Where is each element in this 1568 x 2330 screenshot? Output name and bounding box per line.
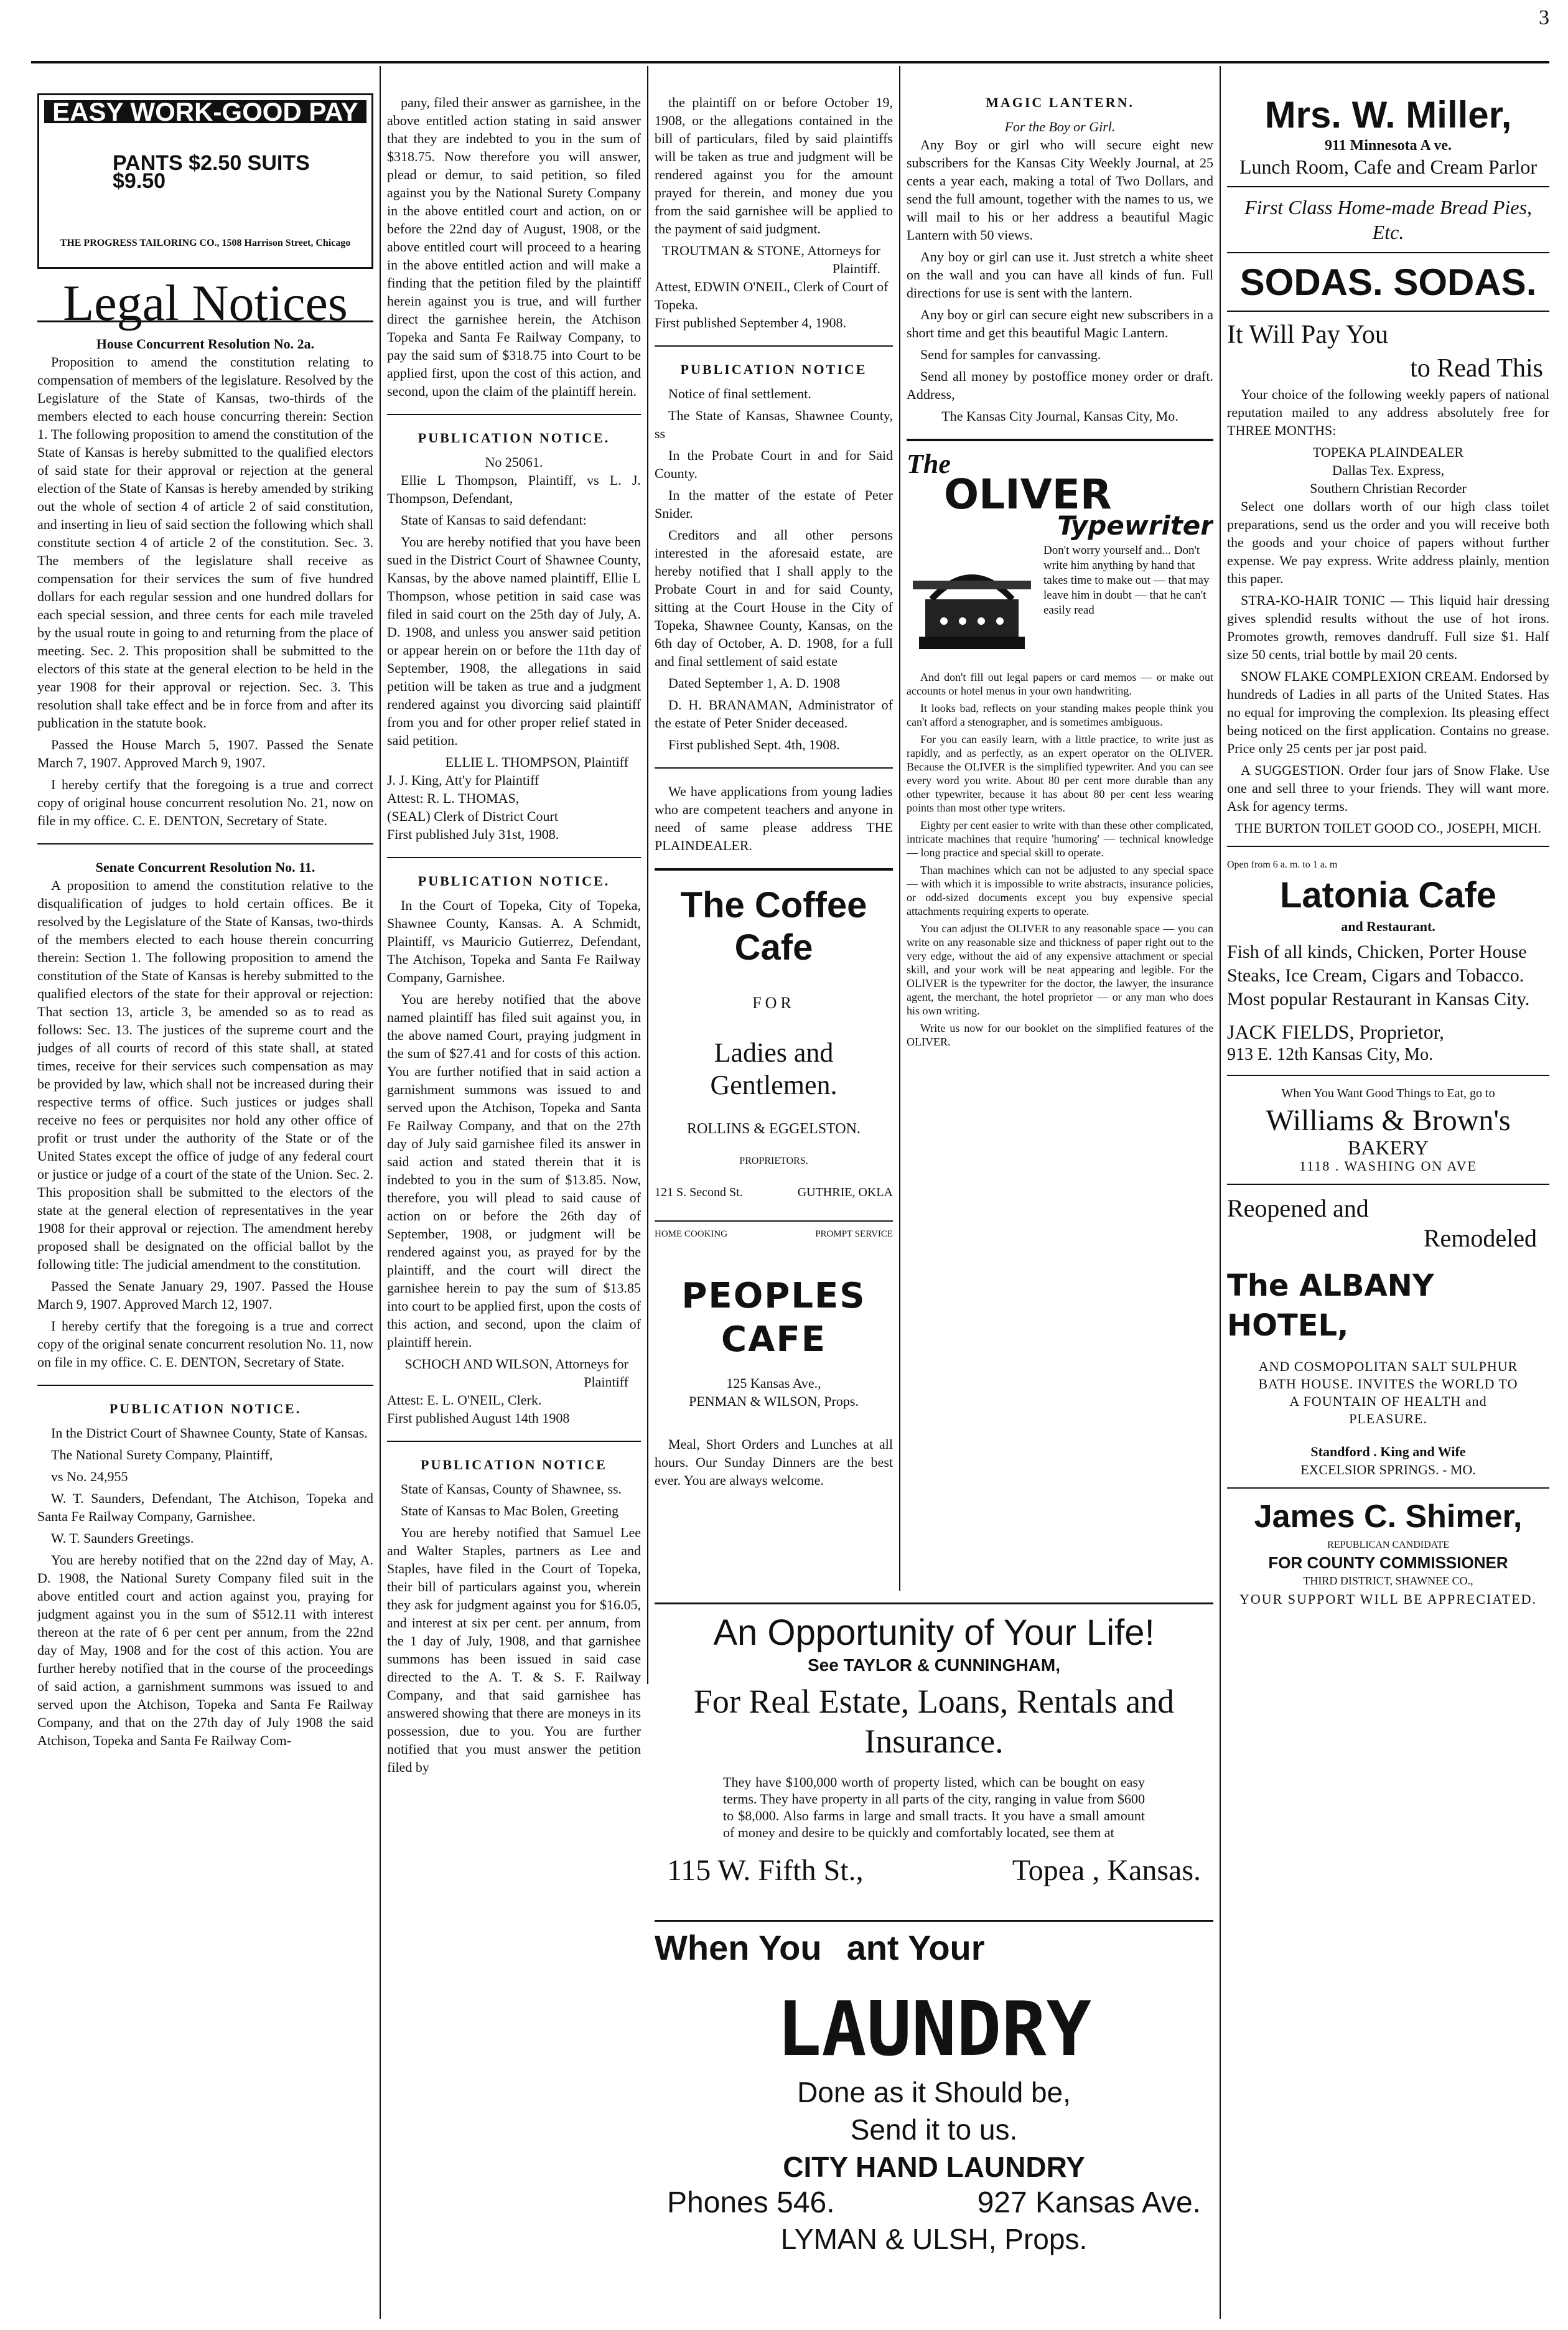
oliver-side-text: Don't worry yourself and... Don't write him anything by hand that takes time to make out — that may leave him in doubt — that he can't easily read [1043,544,1210,617]
pay-tonic: STRA-KO-HAIR TONIC — This liquid hair dressing gives splendid results without the use of hot irons. Promotes growth, removes dandruff. Full size $1. Half size 50 cents, trial bottle by mail 20 cents. [1227,592,1549,662]
coffee-cafe-title: The Coffee Cafe [680,885,867,968]
pn2-published: First published August 14th 1908 [387,1410,570,1426]
pay-paper-3: Southern Christian Recorder [1310,480,1467,496]
pn2-court: In the Court of Topeka, City of Topeka, Shawnee County, Kansas. A. A Schmidt, Plaintiff, vs Mauricio Gutierrez, Defendant, The Atchison, Topeka and Santa Fe Railway Company, Garnishee. [387,897,641,985]
pn-administrator: D. H. BRANAMAN, Administrator of the estate of Peter Snider deceased. [655,697,893,731]
laundry-contact-row [655,2186,1213,2220]
column-4 [907,93,1213,1587]
col-rule-4 [1220,66,1221,2319]
oliver-p3: For you can easily learn, with a little practice, to write just as rapidly, and as perfectly, as an expert operator on the OLIVER. Because the OLIVER is the simplified typewriter. And you can see every word you write. About 80 per cent more durable than any other typewriter, because it has about 80 per cent less wearing points than most other type writers. [907,733,1213,814]
pn-court: In the District Court of Shawnee County, State of Kansas. [51,1425,368,1441]
divider [1227,1487,1549,1489]
williams-sub: BAKERY [1348,1136,1429,1159]
pay-paper-1: TOPEKA PLAINDEALER [1312,444,1464,460]
coffee-who: Ladies and Gentlemen. [710,1037,838,1100]
opportunity-see: See TAYLOR & CUNNINGHAM, [807,1655,1061,1675]
laundry-done: Done as it Should be, [797,2076,1071,2108]
miller-desc: Lunch Room, Cafe and Cream Parlor [1239,156,1538,178]
peoples-top-row [655,1225,893,1243]
opportunity-city: Topea , Kansas. [1012,1854,1201,1887]
oliver-typewriter: Typewriter [1057,510,1213,541]
peoples-body: Meal, Short Orders and Lunches at all hours. Our Sunday Dinners are the best ever. You are always welcome. [655,1436,893,1488]
lantern-body-4: Send for samples for canvassing. [920,347,1101,362]
pn1-body: You are hereby notified that you have been sued in the District Court of Shawnee County, Kansas, by the above named plaintiff, Ellie L Thompson, whose petition in said case was filed in said court on the 25th day of July, A. D. 1908, and unless you answer said petition or appear herein on or before the 11th day of September, 1908, the allegations in said petition will be taken as true and a judgment rendered against you divorcing said plaintiff from you and for other proper relief stated in said petition. [387,534,641,748]
peoples-cafe-title: PEOPLES CAFE [681,1276,866,1360]
pay-body: Your choice of the following weekly papers of national reputation mailed to any address absolutely free for THREE MONTHS: [1227,386,1549,438]
oliver-p7: Write us now for our booklet on the simplified features of the OLIVER. [907,1022,1213,1048]
divider [907,439,1213,441]
hcr-title: House Concurrent Resolution No. 2a. [96,336,315,352]
opportunity-body: They have $100,000 worth of property listed, which can be bought on easy terms. They have property in all parts of the city, ranging in value from $600 to $8,000. Also farms in large and small tracts. It you have a small amount of money and desire to be quickly and comfortably located, see them at [723,1774,1145,1840]
coffee-prop-label: PROPRIETORS. [739,1156,808,1166]
lantern-body: Any Boy or girl who will secure eight new subscribers for the Kansas City Weekly Journal, at 25 cents a year each, making a total of Two Dollars, and send the full amount, together with the names to us, we will mail to his or her address a beautiful Magic Lantern with 50 views. [907,137,1213,243]
pn-body: Creditors and all other persons interested in the aforesaid estate, are hereby notified that I shall apply to the Probate Court in and for said County, sitting at the Court House in the City of Topeka, Shawnee County, Kansas, on the 6th day of October, A. D. 1908, for a full and final settlement of said estate [655,527,893,669]
easy-work-ad [37,93,373,269]
lantern-address: The Kansas City Journal, Kansas City, Mo. [941,408,1178,424]
pay-paper-2: Dallas Tex. Express, [1332,462,1445,478]
pn-published: First published Sept. 4th, 1908. [668,737,840,752]
laundry-want: ant Your [846,1928,985,1967]
pn-greeting: W. T. Saunders Greetings. [51,1530,194,1546]
hcr-body: Proposition to amend the constitution relating to compensation of members of the legislature. Resolved by the Legislature of the State of Kansas, two-thirds of the members elected to each house concurring therein: Section 1. The following proposition to amend the constitution of the State of Kansas is hereby submitted to the qualified electors of said state for their approval or rejection at the general election of the State of Kansas is hereby amended by striking out the whole of section 4 of article 2 of said constitution, and inserting in lieu of said section the following which shall constitute section 4 of article 2 of the constitution. Sec. 3. The members of the legislature shall receive as compensation for their services the sum of five hundred dollars for each regular session and one hundred dollars for each special session, and three cents for each mile traveled by the usual route in going to and returning from the place of meeting. Sec. 2. This proposition shall be submitted to the electors of this state at the general election to be held in the year 1908 for their approval or rejection. Sec. 3. This resolution shall take effect and be in force from and after its publication in the statute book. [37,354,373,731]
pn1-attest: Attest: R. L. THOMAS, [387,790,520,806]
pay-suggestion: A SUGGESTION. Order four jars of Snow Flake. Use one and sell three to your friends. They will want more. Ask for agency terms. [1227,762,1549,814]
divider [37,1385,373,1386]
pn-court: In the Probate Court in and for Said County. [655,447,893,481]
coffee-for: FOR [752,994,795,1012]
albany-top-1: Reopened and [1227,1194,1369,1222]
albany-title: The ALBANY HOTEL, [1227,1268,1434,1343]
col-rule-3 [899,66,900,1591]
pn-dated: Dated September 1, A. D. 1908 [668,675,841,691]
hcr-dates: Passed the House March 5, 1907. Passed the Senate March 7, 1907. Approved March 9, 1907. [37,737,373,770]
pn3-state: State of Kansas, County of Shawnee, ss. [401,1481,622,1497]
latonia-address: 913 E. 12th Kansas City, Mo. [1227,1045,1434,1064]
coffee-props: ROLLINS & EGGELSTON. [687,1121,861,1137]
pn-body: You are hereby notified that on the 22nd day of May, A. D. 1908, the National Surety Company filed suit in the above entitled court and action against you, praying for judgment against you in the sum of $512.11 with interest thereon at the rate of 6 per cent per annum, from the 22nd day of May, 1908 and for the cost of this action. You are further hereby notified that in the course of the proceedings of said action, a garnishment summons was issued to and served upon the Atchison, Topeka and Santa Fe Railway Company, and that on the 27th day of July 1908 the said Atchison, Topeka and Santa Fe Railway Com- [37,1552,373,1748]
peoples-address: 125 Kansas Ave., [726,1375,821,1391]
oliver-p4: Eighty per cent easier to write with than these other complicated, intricate machines that require 'humoring' — technical knowledge — long practice and special skill to operate. [907,819,1213,859]
latonia-prop: JACK FIELDS, Proprietor, [1227,1021,1444,1043]
oliver-p6: You can adjust the OLIVER to any reasonable space — you can write on any reasonable size and thickness of paper right out to the very edge, without the aid of any expensive attachment or special skill, and your work will be neat appearing and legible. For the OLIVER is the typewriter for the doctor, the lawyer, the insurance agent, the merchant, the hotel proprietor — or any man who does his own writing. [907,922,1213,1017]
latonia-title: Latonia Cafe [1279,875,1497,915]
oliver-p5: Than machines which can not be adjusted to any special space — with which it is impossible to write abstracts, insurance policies, or odd-sized documents except you buy expensive special attachments requiring experts to operate. [907,864,1213,917]
page-mark: 3 [1539,6,1549,29]
pay-snow-flake: SNOW FLAKE COMPLEXION CREAM. Endorsed by hundreds of Ladies in all parts of the United States. Has no equal for improving the complexion. Its pleasing effect being noticed on the first application. Contains no grease. Price only 25 cents per jar post paid. [1227,668,1549,756]
opportunity-addr: 115 W. Fifth St., [667,1854,864,1887]
pn-sub: Notice of final settlement. [668,386,811,401]
shimer-office: FOR COUNTY COMMISSIONER [1268,1553,1508,1572]
laundry-title: LAUNDRY [777,1986,1091,2073]
pn2-signature: SCHOCH AND WILSON, Attorneys for Plaintiff [404,1356,628,1390]
sodas: SODAS. SODAS. [1239,261,1537,303]
albany-body: AND COSMOPOLITAN SALT SULPHUR BATH HOUSE. INVITES the WORLD TO A FOUNTAIN OF HEALTH and PLEASURE. [1258,1359,1518,1426]
lantern-body-5: Send all money by postoffice money order or draft. Address, [907,368,1213,402]
pn1-clerk: (SEAL) Clerk of District Court [387,808,558,824]
coffee-address: 121 S. Second St. [655,1186,743,1199]
cont3-published: First published September 4, 1908. [655,315,846,330]
laundry-phone: Phones 546. [667,2186,835,2219]
pn1-attorney: J. J. King, Att'y for Plaintiff [387,772,539,788]
latonia-sub: and Restaurant. [1341,919,1435,934]
column-2 [387,93,641,2321]
divider [1227,1184,1549,1185]
divider [1227,252,1549,253]
easy-work-title: EASY WORK-GOOD PAY [44,100,366,123]
opportunity-ad [655,1602,1213,1922]
latonia-hours: Open from 6 a. m. to 1 a. m [1227,859,1338,870]
pn3-greeting: State of Kansas to Mac Bolen, Greeting [401,1503,619,1518]
pn2-title: PUBLICATION NOTICE. [418,873,610,889]
scr-body: A proposition to amend the constitution relative to the disqualification of judges to hold certain offices. Be it resolved by the Legislature of the State of Kansas, two-thirds of the members elected to each house therein concurring therein: Section 1. The following proposition to amend the constitution of the State of Kansas is hereby submitted to the qualified electors of the state for their approval or rejection: That section 13, article 3, be amended so as to read as follows: Sec. 13. The justices of the supreme court and the judges of all courts of record of this state shall, at stated times, receive for their services such compensation as may be provided by law, which shall not be increased during their respective terms of office. Such justices or judges shall receive no fees or perquisites nor hold any other office of profit or trust under the authority of the State or of the United States except the office of judge of any federal court or justice or judge of a court of the state of the Union. Sec. 2. This proposition shall be submitted to the electors of the state at the general election of representatives in the year 1908 for their approval or rejection. The amendment hereby proposed shall be designated on the official ballot by the following title: The judicial amendment to the constitution. [37,877,373,1272]
cont3-body: the plaintiff on or before October 19, 1908, or the allegations contained in the bill of particulars, filed by said plaintiffs will be taken as true and judgment will be rendered against you for the amount prayed for therein, and money due you from the said garnishee will be applied to the payment of said judgment. [655,95,893,236]
miller-name: Mrs. W. Miller, [1264,94,1512,136]
oliver-p1: And don't fill out legal papers or card memos — or make out accounts or hotel menus in your own handwriting. [907,671,1213,697]
typewriter-illustration-icon [907,543,1037,662]
lantern-sub: For the Boy or Girl. [1004,119,1116,134]
easy-work-footer: THE PROGRESS TAILORING CO., 1508 Harrison Street, Chicago [60,238,351,248]
peoples-prompt-service: PROMPT SERVICE [815,1229,893,1239]
shimer-party: REPUBLICAN CANDIDATE [1327,1540,1449,1550]
column-1 [37,93,373,2321]
albany-top-2: Remodeled [1423,1224,1537,1252]
peoples-home-cooking: HOME COOKING [655,1229,728,1239]
laundry-ad [655,1920,1213,2326]
latonia-body: Fish of all kinds, Chicken, Porter House Steaks, Ice Cream, Cigars and Tobacco. Most popular Restaurant in Kansas City. [1227,942,1530,1009]
pn-plaintiff: The National Surety Company, Plaintiff, [51,1447,273,1462]
oliver-row [907,543,1213,662]
williams-top: When You Want Good Things to Eat, go to [1281,1087,1495,1100]
pn-title: PUBLICATION NOTICE [680,362,867,377]
oliver-ad [907,449,1213,1049]
column-3 [655,93,893,1674]
scr-title: Senate Concurrent Resolution No. 11. [95,859,315,875]
shimer-district: THIRD DISTRICT, SHAWNEE CO., [1303,1574,1473,1587]
miller-pies: First Class Home-made Bread Pies, Etc. [1244,196,1532,243]
lantern-title: MAGIC LANTERN. [986,95,1134,110]
pn-estate: In the matter of the estate of Peter Snider. [655,487,893,521]
pn1-no: No 25061. [485,454,543,470]
pay-body-2: Select one dollars worth of our high class toilet preparations, send us the order and you will receive both the goods and your choice of papers without further expense. We pay express. Write address plainly, mention this paper. [1227,498,1549,586]
pn-vs: vs No. 24,955 [51,1469,128,1484]
williams-title: Williams & Brown's [1266,1104,1511,1137]
pn1-state: State of Kansas to said defendant: [401,512,587,528]
col-rule-1 [380,66,381,2319]
miller-address: 911 Minnesota A ve. [1324,138,1452,154]
coffee-address-row [655,1184,893,1202]
divider [1227,186,1549,187]
pay-title-2: to Read This [1410,354,1543,383]
pn1-title: PUBLICATION NOTICE. [418,430,610,446]
albany-props: Standford . King and Wife [1310,1444,1466,1459]
cont3-signature: TROUTMAN & STONE, Attorneys for Plaintiff. [662,243,880,276]
oliver-p2: It looks bad, reflects on your standing makes people think you can't afford a stenographer, and is sometimes ambiguous. [907,702,1213,728]
lantern-body-2: Any boy or girl can use it. Just stretch a white sheet on the wall and you can have all kinds of fun. Full directions for use is sent with the lantern. [907,249,1213,301]
pn2-attest: Attest: E. L. O'NEIL, Clerk. [387,1392,542,1408]
albany-place: EXCELSIOR SPRINGS. - MO. [1300,1462,1476,1477]
pn-defendant: W. T. Saunders, Defendant, The Atchison, Topeka and Santa Fe Railway Company, Garnishee. [37,1490,373,1524]
laundry-props: LYMAN & ULSH, Props. [780,2223,1088,2255]
lantern-body-3: Any boy or girl can secure eight new subscribers in a short time and get this beautiful Magic Lantern. [907,307,1213,340]
laundry-send: Send it to us. [850,2113,1018,2146]
scr-cert: I hereby certify that the foregoing is a true and correct copy of the original senate concurrent resolution No. 11, now on file in my office. C. E. DENTON, Secretary of State. [37,1318,373,1370]
shimer-name: James C. Shimer, [1254,1499,1523,1535]
column-6 [1227,93,1549,2321]
divider [387,414,641,415]
divider [655,767,893,769]
cont3-attest: Attest, EDWIN O'NEIL, Clerk of Court of Topeka. [655,279,889,312]
hcr-cert: I hereby certify that the foregoing is a true and correct copy of original house concurrent resolution No. 21, now on file in my office. C. E. DENTON, Secretary of State. [37,777,373,828]
opportunity-title: An Opportunity of Your Life! [713,1612,1155,1653]
opportunity-addr-row [655,1853,1213,1888]
pn3-body: You are hereby notified that Samuel Lee and Walter Staples, partners as Lee and Staples, have filed in the Court of Topeka, their bill of particulars against you, wherein they ask for judgment against you for $16.05, and interest at six per cent. per annum, from the 1 day of July, 1908, and that garnishee summons has been issued in said case directed to the A. T. & S. F. Railway Company, and that said garnishee has answered showing that there are moneys in its possession, due to you. You are further notified that you must answer the petition filed by [387,1525,641,1775]
teachers-wanted: We have applications from young ladies who are competent teachers and anyone in need of same please address THE PLAINDEALER. [655,784,893,853]
williams-address: 1118 . WASHING ON AVE [1299,1158,1477,1174]
pn1-published: First published July 31st, 1908. [387,826,559,842]
pn2-body: You are hereby notified that the above named plaintiff has filed suit against you, in the above named Court, praying judgment in the sum of $27.41 and for costs of this action. You are further notified that in said action a garnishment summons was issued to and served upon the Atchison, Topeka and Santa Fe Railway Company, and that on the 27th day of July said garnishee filed its answer in said action and stated therein that it is indebted to you in the sum of $13.85. Now, therefore, you will plead to said cause of action on or before the 26th day of September, 1908, or judgment will be rendered against you, as prayed for by the plaintiff, and the court will direct the garnishee herein to pay the sum of $13.85 into court to be applied first, upon the costs of this action, and second, upon the claim of plaintiff herein. [387,991,641,1350]
pn3-title: PUBLICATION NOTICE [421,1457,607,1472]
divider [37,843,373,845]
oliver-name: OLIVER [944,470,1112,518]
opportunity-for: For Real Estate, Loans, Rentals and Insurance. [693,1683,1175,1760]
pn1-signature: ELLIE L. THOMPSON, Plaintiff [445,754,628,770]
divider [1227,1075,1549,1076]
pay-company: THE BURTON TOILET GOOD CO., JOSEPH, MICH. [1234,820,1542,836]
scr-dates: Passed the Senate January 29, 1907. Passed the House March 9, 1907. Approved March 12, 1907. [37,1278,373,1312]
easy-work-pants: PANTS $2.50 SUITS $9.50 [113,151,310,193]
laundry-address: 927 Kansas Ave. [977,2186,1201,2219]
laundry-when: When You [655,1928,822,1967]
legal-notices-title: Legal Notices [37,294,373,322]
peoples-props: PENMAN & WILSON, Props. [689,1393,859,1409]
top-rule [31,61,1549,63]
shimer-support: YOUR SUPPORT WILL BE APPRECIATED. [1239,1591,1538,1607]
divider [655,1220,893,1222]
divider [387,1441,641,1442]
col-rule-2 [647,66,648,1684]
oliver-the: The [907,449,951,479]
pn1-parties: Ellie L Thompson, Plaintiff, vs L. J. Thompson, Defendant, [387,472,641,506]
divider [387,857,641,858]
divider [655,345,893,347]
coffee-city: GUTHRIE, OKLA [797,1186,893,1199]
pn-title: PUBLICATION NOTICE. [109,1401,302,1416]
laundry-header-row [655,1928,1213,1968]
divider [1227,311,1549,312]
cont-body: pany, filed their answer as garnishee, in the above entitled action stating in said answer that they are indebted to you in the sum of $318.75. Now therefore you will answer, plead or demur, to said petition, so filed against you by the National Surety Company in the above entitled court and action, on or before the 22nd day of August, 1908, or the above entitled court will proceed to a hearing in the above entitled action and will make a finding that the petition filed by the plaintiff herein against you is true, and will further direct the garnishee herein, the Atchison Topeka and Santa Fe Railway Company, to pay the said sum of $318.75 into Court to be applied first, upon the cost of this action, and second, upon the claim of the plaintiff herein. [387,95,641,399]
pn-state: The State of Kansas, Shawnee County, ss [655,408,893,441]
pay-title-1: It Will Pay You [1227,320,1388,349]
divider [655,868,893,871]
divider [1227,846,1549,847]
laundry-name: CITY HAND LAUNDRY [783,2151,1085,2183]
